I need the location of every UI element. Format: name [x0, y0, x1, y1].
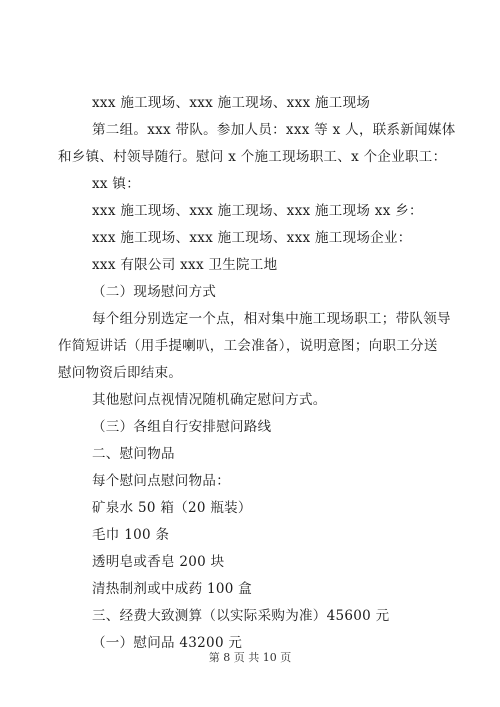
list-item-medicine: 清热制剂或中成药 100 盒: [92, 581, 253, 597]
page-footer: 第 8 页 共 10 页: [208, 651, 292, 664]
list-item-towels: 毛巾 100 条: [92, 527, 170, 543]
body-line-21: （一）慰问品 43200 元: [92, 635, 243, 651]
list-item-soap: 透明皂或香皂 200 块: [92, 554, 225, 570]
body-line-2: 第二组。xxx 带队。参加人员：xxx 等 x 人，联系新闻媒体: [92, 122, 456, 138]
body-line-10: 作简短讲话（用手提喇叭，工会准备），说明意图；向职工分送: [58, 338, 438, 354]
list-item-water: 矿泉水 50 箱（20 瓶装）: [92, 500, 252, 516]
body-line-15: 每个慰问点慰问物品：: [92, 473, 230, 489]
body-line-5: xxx 施工现场、xxx 施工现场、xxx 施工现场 xx 乡：: [92, 203, 423, 219]
section-heading-budget: 三、经费大致测算（以实际采购为准）45600 元: [92, 608, 390, 624]
body-line-11: 慰问物资后即结束。: [58, 365, 183, 381]
body-line-1: xxx 施工现场、xxx 施工现场、xxx 施工现场: [92, 95, 371, 111]
body-line-3: 和乡镇、村领导随行。慰问 x 个施工现场职工、x 个企业职工：: [58, 149, 447, 165]
body-line-4: xx 镇：: [92, 176, 141, 192]
section-heading-onsite-method: （二）现场慰问方式: [92, 284, 217, 300]
body-line-7: xxx 有限公司 xxx 卫生院工地: [92, 257, 278, 273]
section-heading-routes: （三）各组自行安排慰问路线: [92, 419, 272, 435]
body-line-6: xxx 施工现场、xxx 施工现场、xxx 施工现场企业：: [92, 230, 412, 246]
body-line-12: 其他慰问点视情况随机确定慰问方式。: [92, 392, 327, 408]
body-line-9: 每个组分别选定一个点，相对集中施工现场职工；带队领导: [92, 311, 451, 327]
section-heading-items: 二、慰问物品: [92, 446, 175, 462]
